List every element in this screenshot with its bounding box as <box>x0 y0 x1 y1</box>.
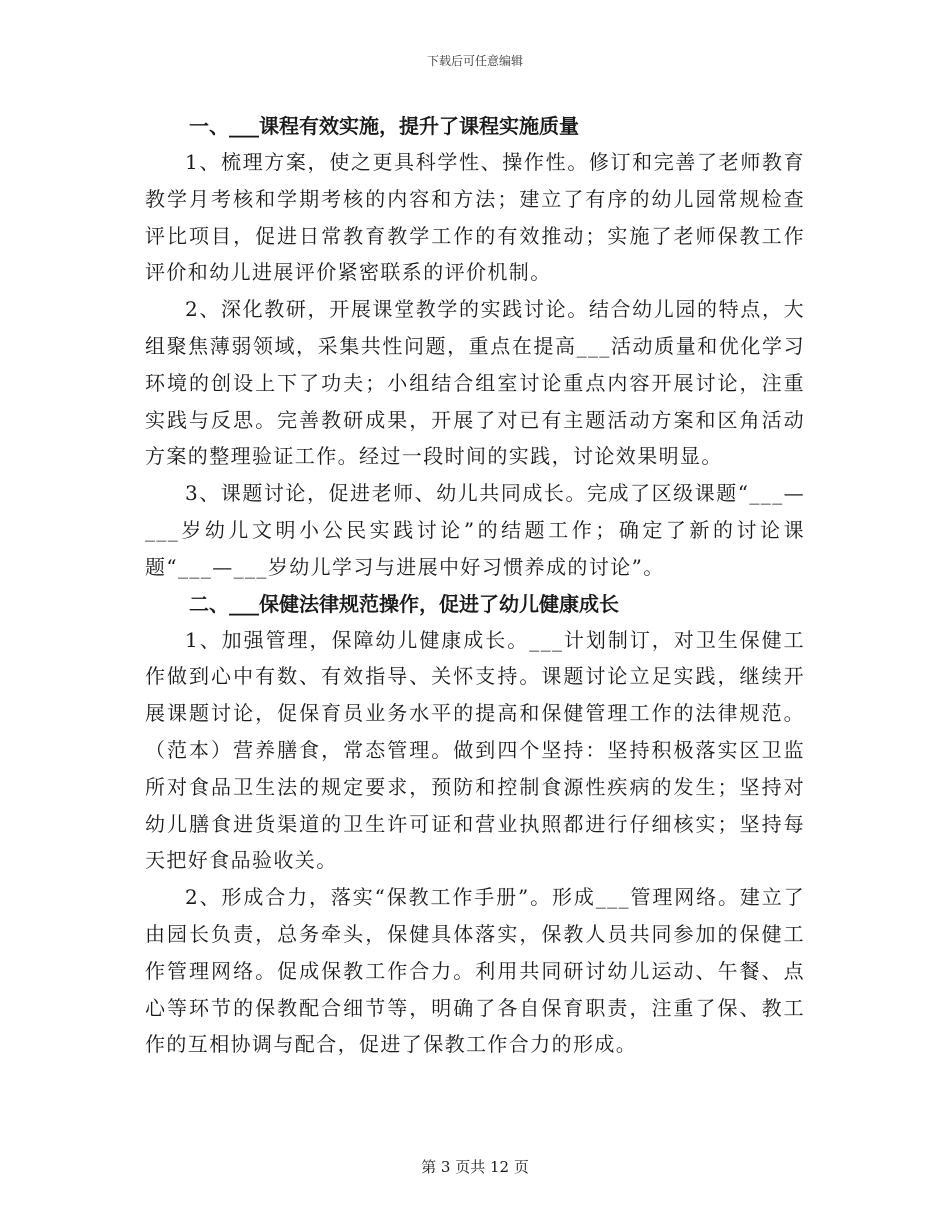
section-1-paragraph-1: 1、梳理方案，使之更具科学性、操作性。修订和完善了老师教育教学月考核和学期考核的内容和方法；建立了有序的幼儿园常规检查评比项目，促进日常教育教学工作的有效推动；实施了老师保教工作评价和幼儿进展评价紧密联系的评价机制。 <box>145 150 805 285</box>
section-2-heading: 二、___保健法律规范操作，促进了幼儿健康成长 <box>189 591 619 616</box>
document-body <box>145 108 805 1063</box>
section-1-heading: 一、___课程有效实施，提升了课程实施质量 <box>189 114 579 138</box>
section-2-paragraph-2: 2、形成合力，落实“保教工作手册”。形成___管理网络。建立了由园长负责，总务牵头，保健具体落实，保教人员共同参加的保健工作管理网络。促成保教工作合力。利用共同研讨幼儿运动、午餐、点心等环节的保教配合细节等，明确了各自保育职责，注重了保、教工作的互相协调与配合，促进了保教工作合力的形成。 <box>145 885 805 1057</box>
header-note: 下载后可任意编辑 <box>426 54 523 68</box>
section-1-paragraph-3: 3、课题讨论，促进老师、幼儿共同成长。完成了区级课题“___—___岁幼儿文明小公民实践讨论”的结题工作；确定了新的讨论课题“___—___岁幼儿学习与进展中好习惯养成的讨论”。 <box>145 481 805 579</box>
section-1-paragraph-2: 2、深化教研，开展课堂教学的实践讨论。结合幼儿园的特点，大组聚焦薄弱领域，采集共性问题，重点在提高___活动质量和优化学习环境的创设上下了功夫；小组结合组室讨论重点内容开展讨论，注重实践与反思。完善教研成果，开展了对已有主题活动方案和区角活动方案的整理验证工作。经过一段时间的实践，讨论效果明显。 <box>145 297 805 469</box>
page-number-footer: 第 3 页共 12 页 <box>421 1158 529 1176</box>
section-2-paragraph-1: 1、加强管理，保障幼儿健康成长。___计划制订，对卫生保健工作做到心中有数、有效指导、关怀支持。课题讨论立足实践，继续开展课题讨论，促保育员业务水平的提高和保健管理工作的法律规范。（范本）营养膳食，常态管理。做到四个坚持：坚持积极落实区卫监所对食品卫生法的规定要求，预防和控制食源性疾病的发生；坚持对幼儿膳食进货渠道的卫生许可证和营业执照都进行仔细核实；坚持每天把好食品验收关。 <box>145 627 805 873</box>
